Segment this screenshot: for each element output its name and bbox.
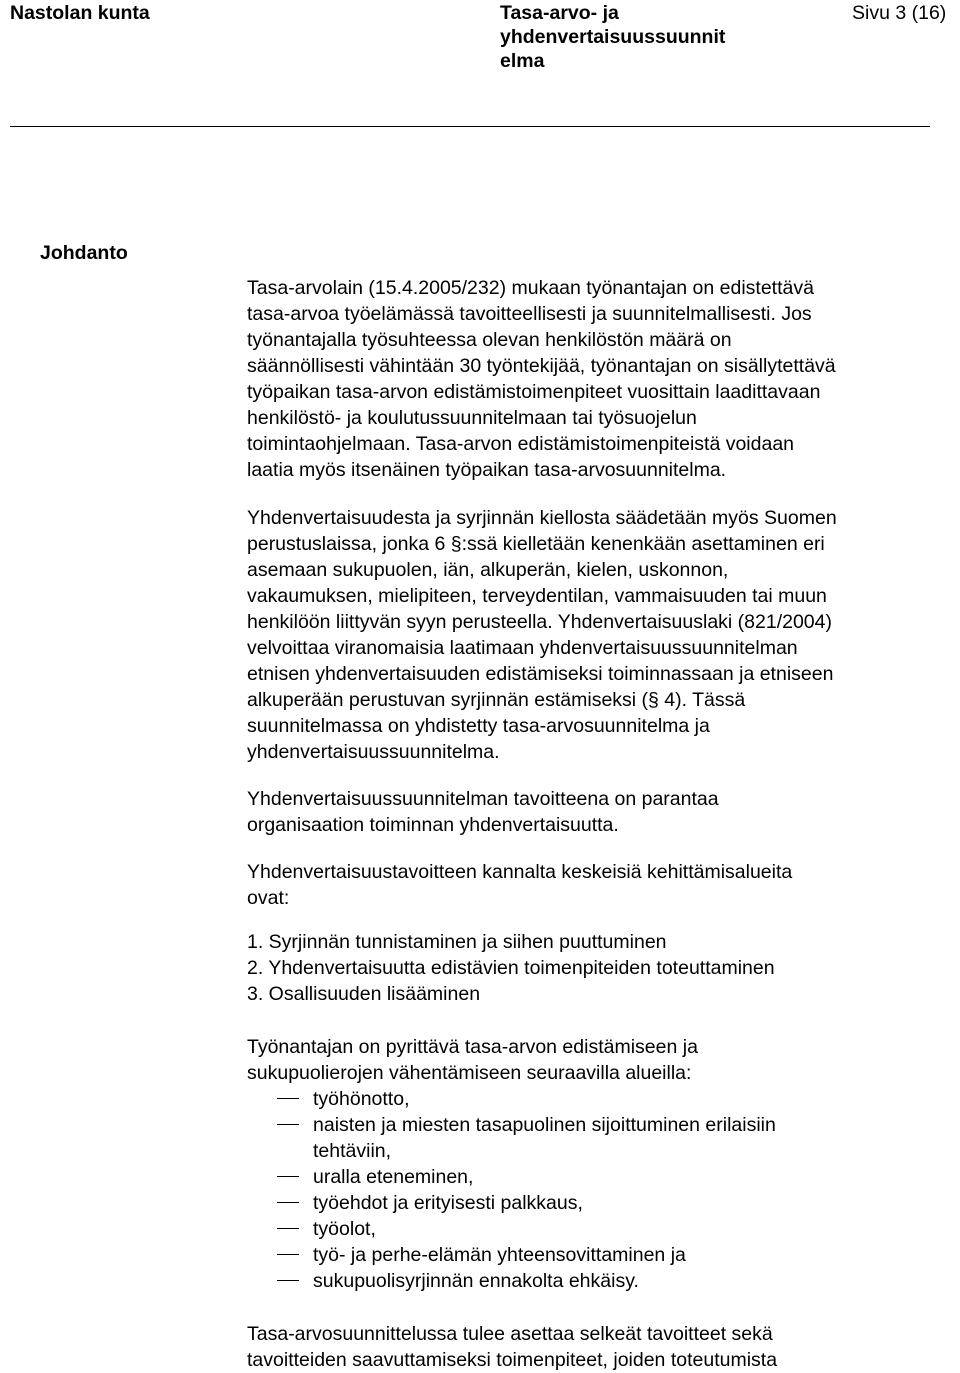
text-line: Yhdenvertaisuudesta ja syrjinnän kiellosta säädetään myös Suomen [247, 507, 837, 529]
list-item [247, 1268, 937, 1294]
text-line: sukupuolierojen vähentämiseen seuraavilla alueilla: [247, 1062, 692, 1084]
paragraph-kehittamisalueet [247, 859, 937, 911]
list-item-label: työhönotto, [313, 1088, 410, 1110]
text-line: työnantajalla työsuhteessa olevan henkilöstön määrä on [247, 329, 732, 351]
paragraph-alueet-intro [247, 1034, 937, 1086]
list-item: 2. Yhdenvertaisuutta edistävien toimenpiteiden toteuttaminen [247, 957, 775, 979]
list-item [247, 1190, 937, 1216]
text-line: tasa-arvoa työelämässä tavoitteellisesti ja suunnitelmallisesti. Jos [247, 303, 812, 325]
dash-bullet-icon [277, 1124, 299, 1125]
document-title-line: elma [500, 50, 545, 72]
list-item [247, 1164, 937, 1190]
text-line: Työnantajan on pyrittävä tasa-arvon edistämiseen ja [247, 1036, 698, 1058]
text-line: Tasa-arvolain (15.4.2005/232) mukaan työnantajan on edistettävä [247, 277, 814, 299]
text-line: asemaan sukupuolen, iän, alkuperän, kielen, uskonnon, [247, 559, 729, 581]
document-title-line: Tasa-arvo- ja [500, 2, 619, 24]
dash-bullet-icon [277, 1176, 299, 1177]
document-body [247, 275, 937, 1373]
list-item-label: työ- ja perhe-elämän yhteensovittaminen ja [313, 1244, 686, 1266]
paragraph-suunnittelu [247, 1321, 937, 1373]
text-line: Yhdenvertaisuussuunnitelman tavoitteena on parantaa [247, 788, 719, 810]
list-item-label: sukupuolisyrjinnän ennakolta ehkäisy. [313, 1270, 639, 1292]
text-line: Tasa-arvosuunnittelussa tulee asettaa selkeät tavoitteet sekä [247, 1323, 773, 1345]
page-header [0, 0, 960, 80]
text-line: yhdenvertaisuussuunnitelma. [247, 741, 500, 763]
text-line: säännöllisesti vähintään 30 työntekijää, työnantajan on sisällytettävä [247, 355, 836, 377]
text-line: organisaation toiminnan yhdenvertaisuutta. [247, 814, 619, 836]
dash-bullet-icon [277, 1098, 299, 1099]
dash-bullet-icon [277, 1254, 299, 1255]
list-item: 1. Syrjinnän tunnistaminen ja siihen puuttuminen [247, 931, 667, 953]
document-title [500, 1, 725, 73]
text-line: henkilöön liittyvän syyn perusteella. Yhdenvertaisuuslaki (821/2004) [247, 611, 832, 633]
text-line: perustuslaissa, jonka 6 §:ssä kielletään kenenkään asettaminen eri [247, 533, 825, 555]
dash-bullet-icon [277, 1280, 299, 1281]
text-line: toimintaohjelmaan. Tasa-arvon edistämistoimenpiteistä voidaan [247, 433, 795, 455]
dash-bullet-icon [277, 1202, 299, 1203]
text-line: henkilöstö- ja koulutussuunnitelmaan tai työsuojelun [247, 407, 697, 429]
section-heading: Johdanto [40, 242, 128, 264]
text-line: Yhdenvertaisuustavoitteen kannalta keskeisiä kehittämisalueita [247, 861, 793, 883]
text-line: työpaikan tasa-arvon edistämistoimenpiteet vuosittain laadittavaan [247, 381, 821, 403]
development-areas-list [247, 929, 937, 1007]
list-item-label: uralla eteneminen, [313, 1166, 474, 1188]
equality-areas-list [247, 1086, 937, 1294]
text-line: etnisen yhdenvertaisuuden edistämiseksi toiminnassaan ja etniseen [247, 663, 834, 685]
page-number: Sivu 3 (16) [852, 2, 947, 24]
dash-bullet-icon [277, 1228, 299, 1229]
list-item [247, 1086, 937, 1112]
list-item-label: naisten ja miesten tasapuolinen sijoittuminen erilaisiin [313, 1114, 776, 1136]
list-item-label: työehdot ja erityisesti palkkaus, [313, 1192, 583, 1214]
paragraph-tasa-arvolaki [247, 275, 937, 483]
list-item: 3. Osallisuuden lisääminen [247, 983, 481, 1005]
text-line: ovat: [247, 887, 290, 909]
list-item [247, 1112, 937, 1138]
paragraph-tavoite [247, 786, 937, 838]
list-item [247, 1216, 937, 1242]
text-line: tavoitteiden saavuttamiseksi toimenpiteet, joiden toteutumista [247, 1349, 778, 1371]
text-line: alkuperään perustuvan syrjinnän estämiseksi (§ 4). Tässä [247, 689, 746, 711]
list-item-label: työolot, [313, 1218, 376, 1240]
paragraph-yhdenvertaisuus [247, 505, 937, 765]
header-divider [10, 126, 930, 127]
organization-name: Nastolan kunta [10, 2, 150, 24]
list-item [247, 1242, 937, 1268]
text-line: vakaumuksen, mielipiteen, terveydentilan, vammaisuuden tai muun [247, 585, 827, 607]
text-line: laatia myös itsenäinen työpaikan tasa-arvosuunnitelma. [247, 459, 727, 481]
text-line: suunnitelmassa on yhdistetty tasa-arvosuunnitelma ja [247, 715, 710, 737]
text-line: velvoittaa viranomaisia laatimaan yhdenvertaisuussuunnitelman [247, 637, 798, 659]
document-title-line: yhdenvertaisuussuunnit [500, 26, 726, 48]
list-item-continuation: tehtäviin, [313, 1140, 392, 1162]
